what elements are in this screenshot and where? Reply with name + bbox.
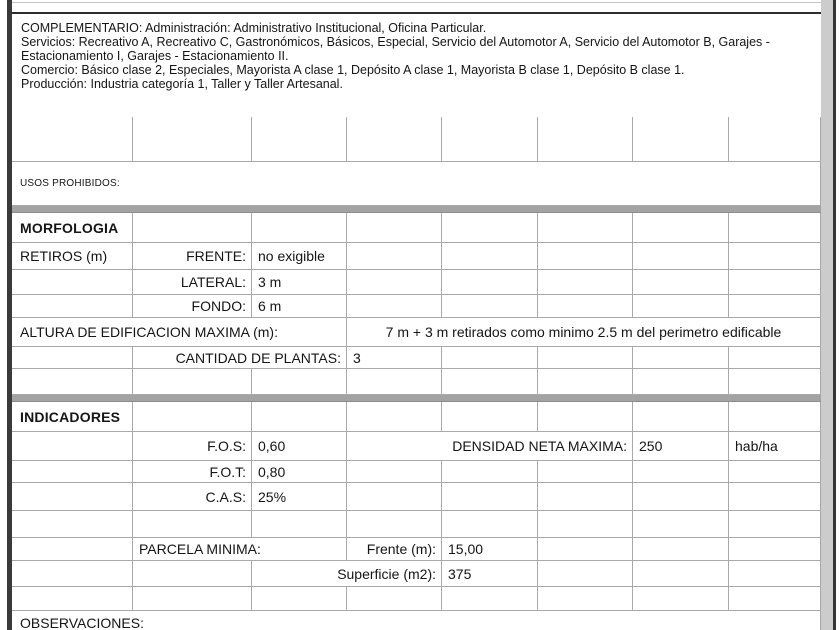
grid-cell — [442, 369, 538, 394]
grid-cell — [252, 402, 347, 431]
grid-cell — [12, 432, 133, 460]
altura-value: 7 m + 3 m retirados como minimo 2.5 m del perimetro edificable — [347, 318, 821, 346]
grid-cell — [12, 117, 133, 161]
grid-cell — [538, 561, 633, 586]
grid-cell — [633, 511, 729, 537]
grid-cell — [538, 117, 633, 161]
grid-cell — [729, 347, 821, 368]
grid-cell — [12, 587, 133, 610]
grid-cell — [729, 511, 821, 537]
grid-cell — [729, 561, 821, 586]
grid-cell — [729, 461, 821, 482]
grid-cell — [538, 369, 633, 394]
grid-cell — [442, 270, 538, 294]
grid-cell — [12, 461, 133, 482]
retiros-frente-row — [12, 243, 821, 270]
grid-cell — [538, 270, 633, 294]
grid-cell — [347, 243, 442, 269]
grid-cell — [633, 347, 729, 368]
densidad-label: DENSIDAD NETA MAXIMA: — [347, 432, 633, 460]
grid-cell — [633, 270, 729, 294]
usos-prohibidos-row — [12, 162, 821, 206]
cantidad-plantas-value: 3 — [347, 347, 442, 368]
empty-grid-row — [12, 511, 821, 538]
morfologia-header-row — [12, 213, 821, 243]
grid-cell — [12, 295, 133, 317]
grid-cell — [347, 369, 442, 394]
grid-cell — [538, 213, 633, 242]
grid-cell — [133, 587, 252, 610]
cas-value: 25% — [252, 483, 347, 510]
top-edge-row — [12, 2, 821, 12]
fot-row — [12, 461, 821, 483]
grid-cell — [347, 295, 442, 317]
grid-cell — [347, 270, 442, 294]
observaciones-row — [12, 611, 821, 630]
usos-complementarios-line-5: Producción: Industria categoría 1, Taller y Taller Artesanal. — [21, 76, 343, 91]
grid-cell — [633, 117, 729, 161]
grid-cell — [347, 402, 442, 431]
grid-cell — [12, 538, 133, 560]
grid-cell — [633, 369, 729, 394]
grid-cell — [12, 483, 133, 510]
grid-cell — [12, 347, 133, 368]
grid-cell — [729, 270, 821, 294]
grid-cell — [442, 213, 538, 242]
grid-cell — [729, 295, 821, 317]
grid-cell — [442, 587, 538, 610]
usos-complementarios-line-4: Comercio: Básico clase 2, Especiales, Mayorista A clase 1, Depósito A clase 1, Mayorista B clase 1, Depósito B clase 1. — [21, 62, 685, 77]
grid-cell — [729, 369, 821, 394]
frente-label: FRENTE: — [133, 243, 252, 269]
grid-cell — [12, 511, 133, 537]
cas-row — [12, 483, 821, 511]
parcela-superficie-value: 375 — [442, 561, 538, 586]
cantidad-plantas-label: CANTIDAD DE PLANTAS: — [133, 347, 347, 368]
usos-complementarios-block — [12, 12, 821, 117]
grid-cell — [538, 511, 633, 537]
grid-cell — [442, 347, 538, 368]
usos-prohibidos-label: USOS PROHIBIDOS: — [12, 162, 821, 205]
grid-cell — [633, 587, 729, 610]
grid-cell — [133, 561, 252, 586]
grid-cell — [442, 511, 538, 537]
retiros-lateral-row — [12, 270, 821, 295]
grid-cell — [442, 243, 538, 269]
cas-label: C.A.S: — [133, 483, 252, 510]
indicadores-header-row — [12, 402, 821, 432]
grid-cell — [252, 213, 347, 242]
densidad-unit: hab/ha — [729, 432, 821, 460]
zoning-table — [12, 0, 821, 630]
usos-complementarios-line-2: Servicios: Recreativo A, Recreativo C, Gastronómicos, Básicos, Especial, Servicio del Automotor A, Servicio del Automotor B, Garajes - — [21, 34, 770, 49]
grid-cell — [729, 538, 821, 560]
lateral-value: 3 m — [252, 270, 347, 294]
grid-cell — [442, 483, 538, 510]
section-separator — [12, 206, 821, 213]
grid-cell — [347, 483, 442, 510]
grid-cell — [12, 270, 133, 294]
grid-cell — [633, 402, 729, 431]
grid-cell — [252, 117, 347, 161]
morfologia-title: MORFOLOGIA — [12, 213, 133, 242]
empty-grid-row — [12, 117, 821, 162]
grid-cell — [442, 117, 538, 161]
grid-cell — [729, 213, 821, 242]
fot-label: F.O.T: — [133, 461, 252, 482]
observaciones-label: OBSERVACIONES: — [12, 611, 821, 630]
grid-cell — [347, 461, 442, 482]
grid-cell — [633, 213, 729, 242]
grid-cell — [633, 461, 729, 482]
frente-value: no exigible — [252, 243, 347, 269]
empty-grid-row — [12, 587, 821, 611]
altura-label: ALTURA DE EDIFICACION MAXIMA (m): — [12, 318, 347, 346]
grid-cell — [442, 295, 538, 317]
grid-cell — [133, 117, 252, 161]
grid-cell — [347, 511, 442, 537]
grid-cell — [133, 213, 252, 242]
grid-cell — [347, 587, 442, 610]
retiros-fondo-row — [12, 295, 821, 318]
grid-cell — [729, 587, 821, 610]
grid-cell — [729, 483, 821, 510]
scan-right-gutter — [821, 0, 833, 630]
grid-cell — [252, 587, 347, 610]
grid-cell — [538, 538, 633, 560]
grid-cell — [133, 369, 252, 394]
grid-cell — [538, 587, 633, 610]
fondo-value: 6 m — [252, 295, 347, 317]
grid-cell — [442, 461, 538, 482]
parcela-minima-row — [12, 538, 821, 561]
grid-cell — [729, 243, 821, 269]
usos-complementarios-line-3: Estacionamiento I, Garajes - Estacionamiento II. — [21, 48, 289, 63]
grid-cell — [442, 402, 538, 431]
densidad-value: 250 — [633, 432, 729, 460]
parcela-frente-value: 15,00 — [442, 538, 538, 560]
grid-cell — [12, 561, 133, 586]
grid-cell — [633, 243, 729, 269]
lateral-label: LATERAL: — [133, 270, 252, 294]
grid-cell — [729, 117, 821, 161]
section-separator — [12, 395, 821, 402]
grid-cell — [538, 483, 633, 510]
scan-right-border — [833, 0, 836, 630]
grid-cell — [133, 402, 252, 431]
usos-complementarios-line-1: COMPLEMENTARIO: Administración: Administrativo Institucional, Oficina Particular. — [21, 21, 487, 35]
grid-cell — [538, 347, 633, 368]
retiros-label: RETIROS (m) — [12, 243, 133, 269]
empty-grid-row — [12, 369, 821, 395]
parcela-frente-label: Frente (m): — [347, 538, 442, 560]
parcela-superficie-label: Superficie (m2): — [252, 561, 442, 586]
grid-cell — [633, 295, 729, 317]
grid-cell — [538, 295, 633, 317]
grid-cell — [538, 461, 633, 482]
grid-cell — [252, 511, 347, 537]
grid-cell — [12, 369, 133, 394]
fos-densidad-row — [12, 432, 821, 461]
grid-cell — [633, 483, 729, 510]
grid-cell — [252, 369, 347, 394]
grid-cell — [633, 538, 729, 560]
altura-row — [12, 318, 821, 347]
grid-cell — [538, 243, 633, 269]
grid-cell — [633, 561, 729, 586]
parcela-superficie-row — [12, 561, 821, 587]
grid-cell — [133, 511, 252, 537]
fondo-label: FONDO: — [133, 295, 252, 317]
grid-cell — [538, 402, 633, 431]
indicadores-title: INDICADORES — [12, 402, 133, 431]
fos-label: F.O.S: — [133, 432, 252, 460]
grid-cell — [347, 117, 442, 161]
grid-cell — [347, 213, 442, 242]
grid-cell — [729, 402, 821, 431]
fos-value: 0,60 — [252, 432, 347, 460]
cantidad-plantas-row — [12, 347, 821, 369]
fot-value: 0,80 — [252, 461, 347, 482]
parcela-minima-label: PARCELA MINIMA: — [133, 538, 347, 560]
top-hairline — [12, 2, 821, 9]
